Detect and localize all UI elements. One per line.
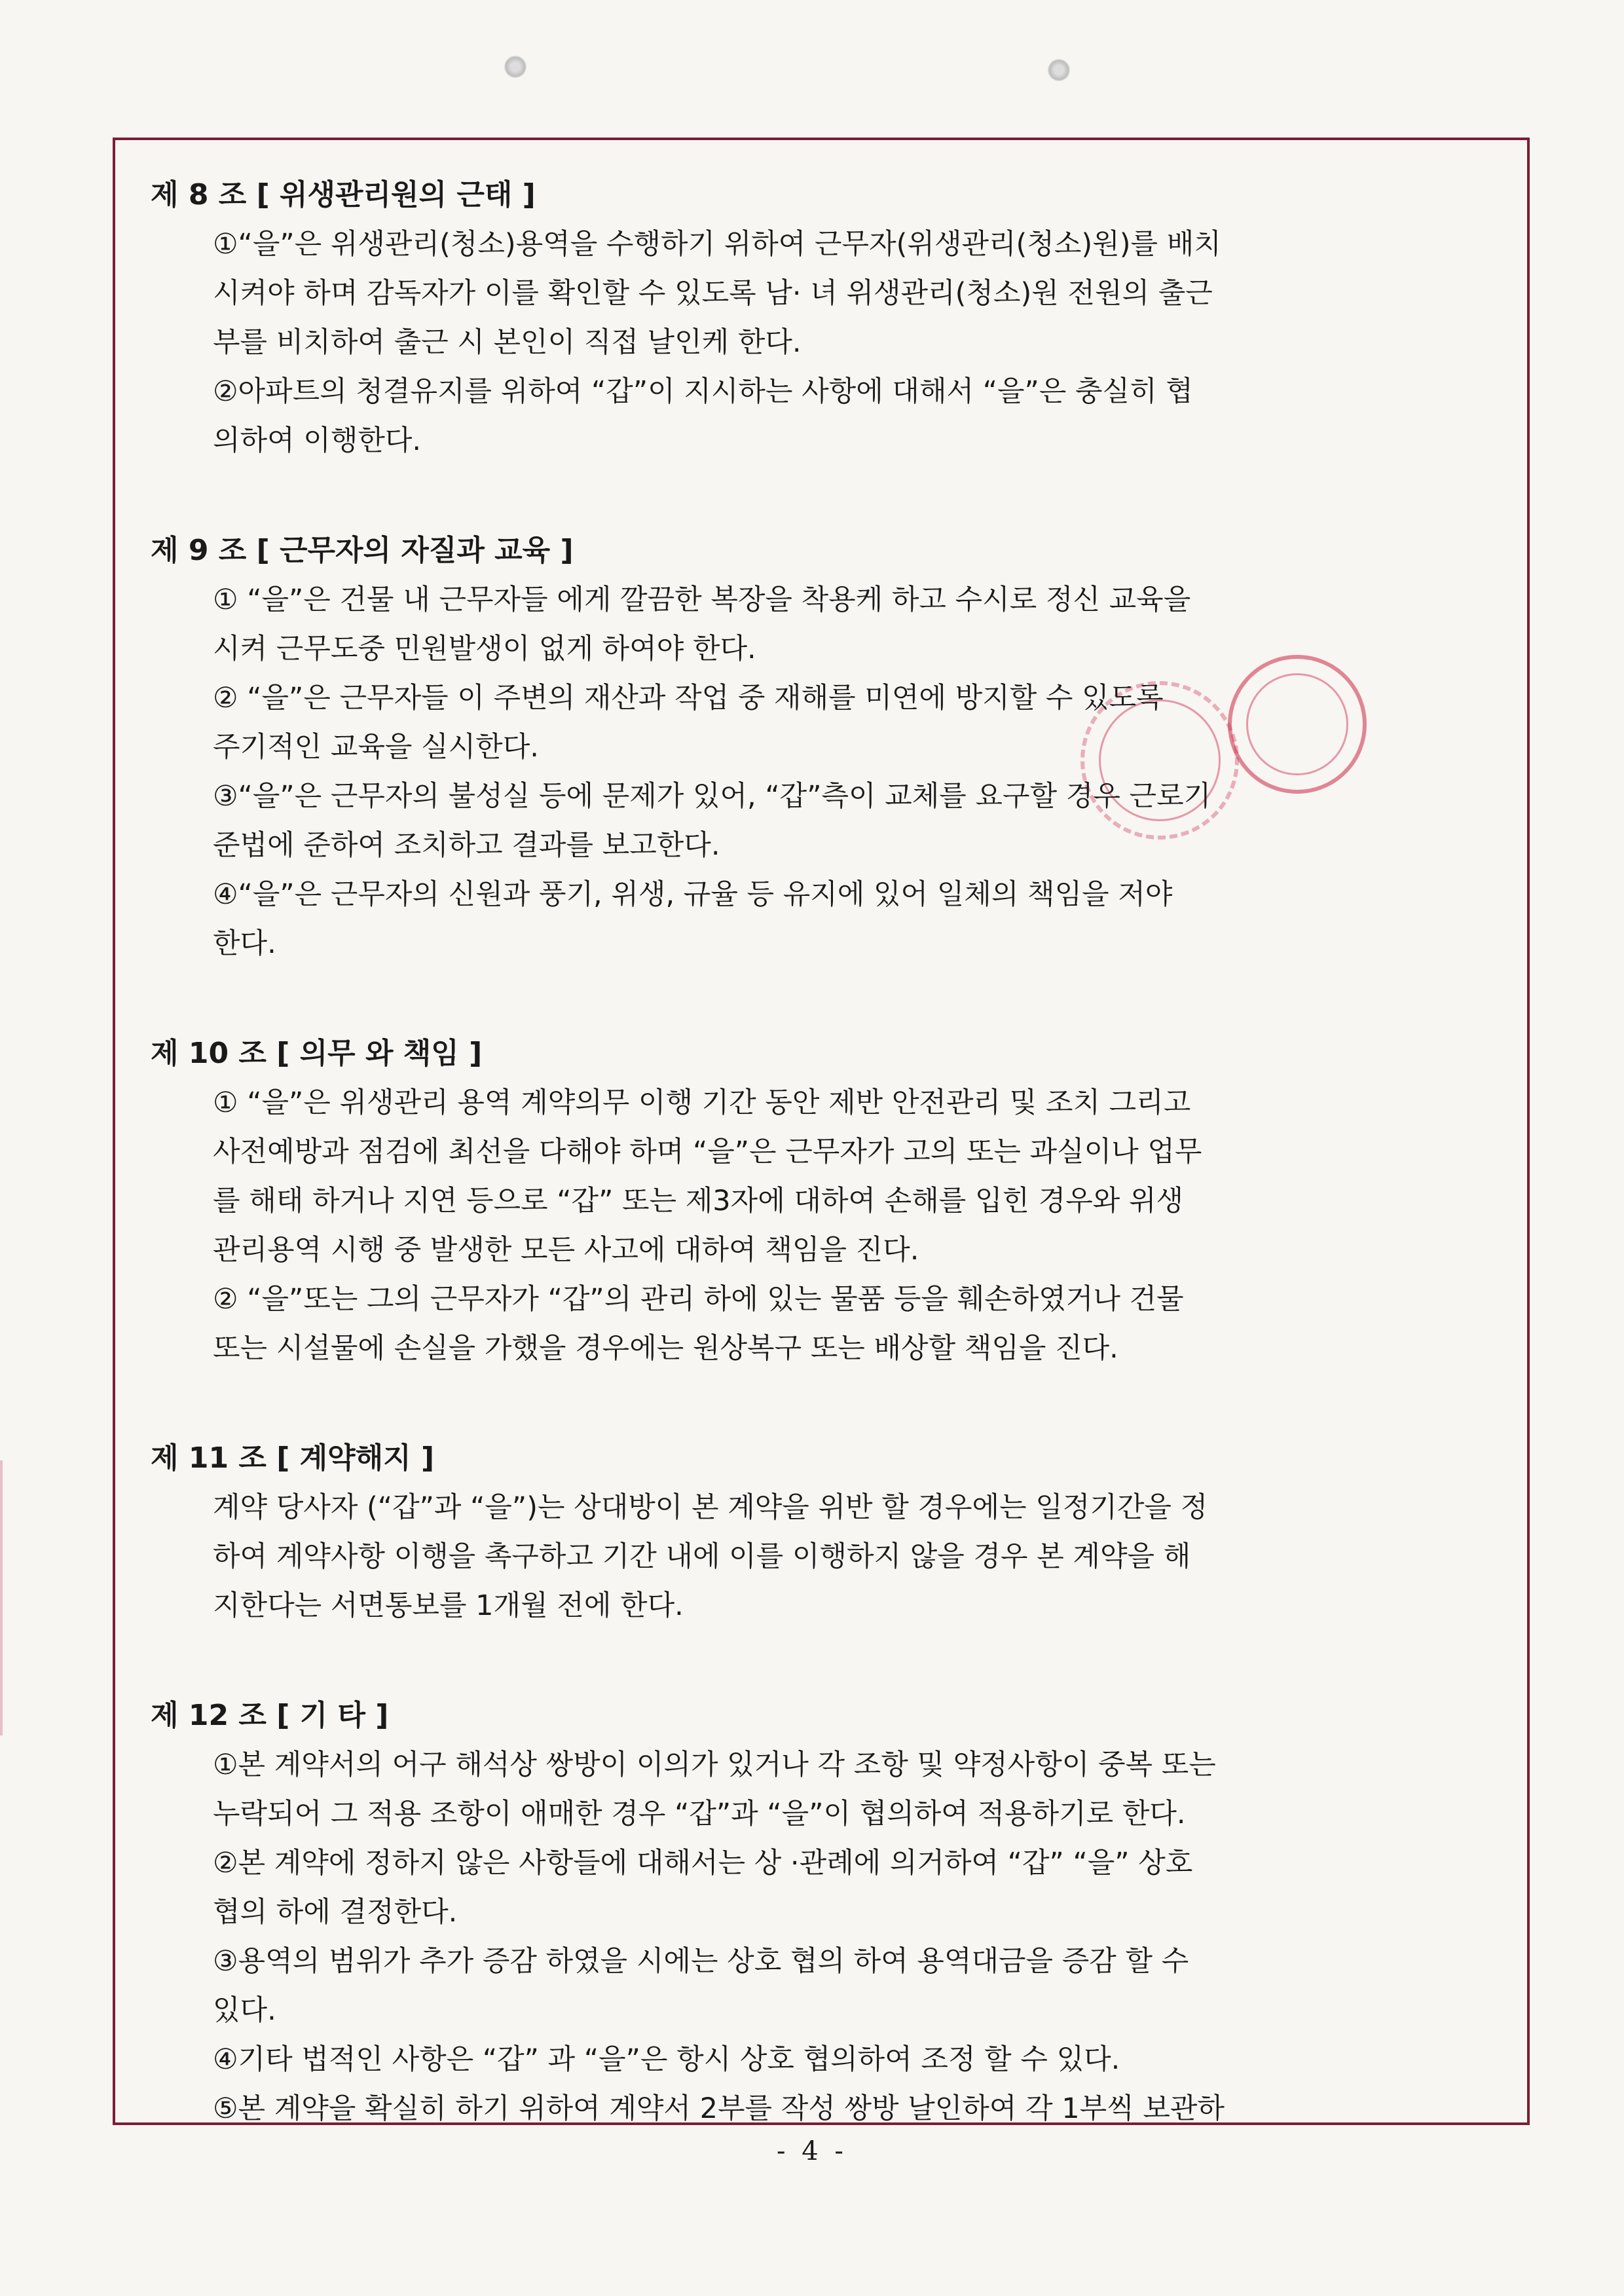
article-text-line: ②본 계약에 정하지 않은 사항들에 대해서는 상 ·관례에 의거하여 “갑” “을” 상호 bbox=[213, 1847, 1193, 1879]
article-text-line: 하여 계약사항 이행을 촉구하고 기간 내에 이를 이행하지 않을 경우 본 계약을 해 bbox=[213, 1540, 1191, 1573]
article-text-line: 시켜야 하며 감독자가 이를 확인할 수 있도록 남· 녀 위생관리(청소)원 전원의 출근 bbox=[213, 277, 1213, 310]
article-heading: 제 8 조 [ 위생관리원의 근태 ] bbox=[151, 178, 536, 212]
article-text-line: ③“을”은 근무자의 불성실 등에 문제가 있어, “갑”측이 교체를 요구할 경우 근로기 bbox=[213, 780, 1211, 813]
article-text-line: 관리용역 시행 중 발생한 모든 사고에 대하여 책임을 진다. bbox=[213, 1234, 919, 1267]
side-stamp-mark bbox=[0, 1460, 14, 1735]
article-heading: 제 12 조 [ 기 타 ] bbox=[151, 1699, 389, 1732]
article-heading: 제 11 조 [ 계약해지 ] bbox=[151, 1441, 435, 1475]
article bbox=[151, 1434, 1500, 1631]
punch-hole bbox=[1048, 59, 1070, 81]
page-number: - 4 - bbox=[777, 2136, 847, 2166]
article-heading: 제 10 조 [ 의무 와 책임 ] bbox=[151, 1037, 483, 1070]
article-text-line: 주기적인 교육을 실시한다. bbox=[213, 731, 539, 764]
article-text-line: 있다. bbox=[213, 1994, 276, 2027]
article bbox=[151, 170, 1500, 466]
article-text-line: ③용역의 범위가 추가 증감 하였을 시에는 상호 협의 하여 용역대금을 증감 할 수 bbox=[213, 1945, 1189, 1978]
punch-hole bbox=[504, 56, 526, 78]
article-text-line: ① “을”은 위생관리 용역 계약의무 이행 기간 동안 제반 안전관리 및 조치 그리고 bbox=[213, 1086, 1191, 1119]
contract-body bbox=[151, 170, 1500, 2194]
article bbox=[151, 526, 1500, 969]
article-text-line: ② “을”은 근무자들 이 주변의 재산과 작업 중 재해를 미연에 방지할 수 있도록 bbox=[213, 682, 1164, 714]
article-text-line: ①본 계약서의 어구 해석상 쌍방이 이의가 있거나 각 조항 및 약정사항이 중복 또는 bbox=[213, 1749, 1216, 1781]
article-text-line: 또는 시설물에 손실을 가했을 경우에는 원상복구 또는 배상할 책임을 진다. bbox=[213, 1332, 1118, 1365]
article-text-line: 계약 당사자 (“갑”과 “을”)는 상대방이 본 계약을 위반 할 경우에는 일정기간을 정 bbox=[213, 1491, 1208, 1524]
article-text-line: 부를 비치하여 출근 시 본인이 직접 날인케 한다. bbox=[213, 326, 802, 359]
article-text-line: ① “을”은 건물 내 근무자들 에게 깔끔한 복장을 착용케 하고 수시로 정신 교육을 bbox=[213, 583, 1191, 616]
article-text-line: ①“을”은 위생관리(청소)용역을 수행하기 위하여 근무자(위생관리(청소)원)를 배치 bbox=[213, 228, 1221, 261]
article-text-line: 한다. bbox=[213, 927, 276, 960]
article-text-line: 지한다는 서면통보를 1개월 전에 한다. bbox=[213, 1589, 684, 1622]
article bbox=[151, 1691, 1500, 2134]
article-text-line: ②아파트의 청결유지를 위하여 “갑”이 지시하는 사항에 대해서 “을”은 충실히 협 bbox=[213, 375, 1193, 408]
article-text-line: 누락되어 그 적용 조항이 애매한 경우 “갑”과 “을”이 협의하여 적용하기로 한다. bbox=[213, 1798, 1186, 1830]
article-text-line: 사전예방과 점검에 최선을 다해야 하며 “을”은 근무자가 고의 또는 과실이나 업무 bbox=[213, 1136, 1202, 1168]
article-heading: 제 9 조 [ 근무자의 자질과 교육 ] bbox=[151, 534, 574, 567]
article-text-line: ② “을”또는 그의 근무자가 “갑”의 관리 하에 있는 물품 등을 훼손하였거나 건물 bbox=[213, 1283, 1184, 1316]
article-text-line: 협의 하에 결정한다. bbox=[213, 1896, 458, 1929]
article-text-line: ④“을”은 근무자의 신원과 풍기, 위생, 규율 등 유지에 있어 일체의 책임을 저야 bbox=[213, 878, 1173, 911]
article-text-line: 준법에 준하여 조치하고 결과를 보고한다. bbox=[213, 829, 720, 862]
article bbox=[151, 1029, 1500, 1373]
article-text-line: 의하여 이행한다. bbox=[213, 424, 422, 457]
article-text-line: 시켜 근무도중 민원발생이 없게 하여야 한다. bbox=[213, 633, 756, 665]
article-text-line: 를 해태 하거나 지연 등으로 “갑” 또는 제3자에 대하여 손해를 입힌 경우와 위생 bbox=[213, 1185, 1184, 1217]
article-text-line: ④기타 법적인 사항은 “갑” 과 “을”은 항시 상호 협의하여 조정 할 수 있다. bbox=[213, 2043, 1120, 2076]
article-text-line: ⑤본 계약을 확실히 하기 위하여 계약서 2부를 작성 쌍방 날인하여 각 1부씩 보관하 bbox=[213, 2092, 1225, 2125]
